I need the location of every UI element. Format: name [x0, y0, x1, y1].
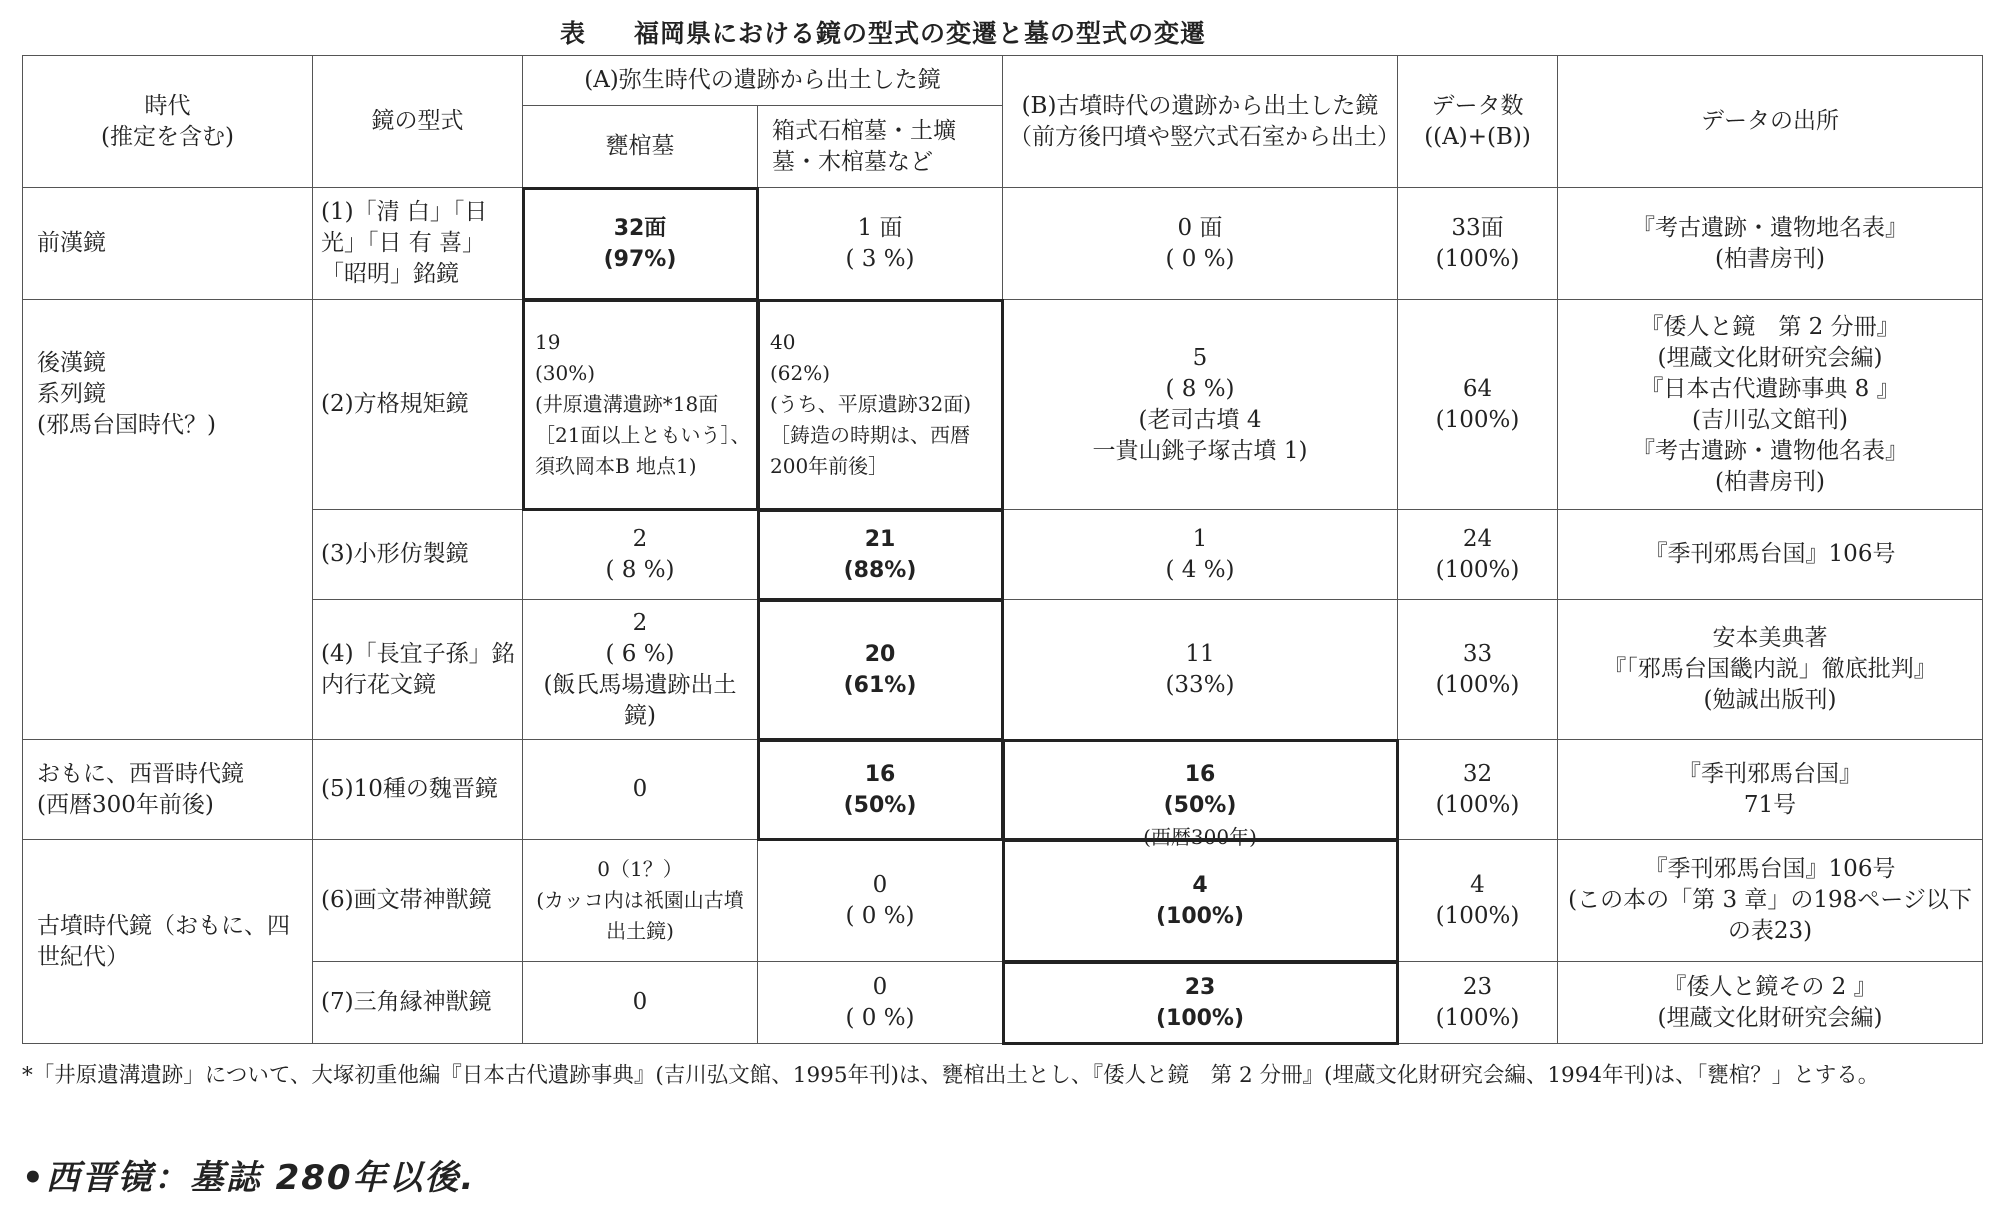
cell-a2: 16 (50%)	[758, 740, 1003, 840]
table-title-text: 福岡県における鏡の型式の変遷と墓の型式の変遷	[634, 19, 1207, 48]
cell-a1: 2 ( 6 %) (飯氏馬場遺跡出土鏡)	[523, 600, 758, 740]
cell-type: (2)方格規矩鏡	[313, 300, 523, 510]
cell-type: (7)三角縁神獣鏡	[313, 962, 523, 1044]
cell-era: おもに、西晋時代鏡 (西暦300年前後)	[23, 740, 313, 840]
cell-count: 33面 (100%)	[1398, 188, 1558, 300]
mirror-table	[22, 55, 1983, 1044]
cell-type: (3)小形仿製鏡	[313, 510, 523, 600]
cell-a1: 0	[523, 962, 758, 1044]
header-era: 時代 (推定を含む)	[23, 56, 313, 188]
header-group-b: (B)古墳時代の遺跡から出土した鏡（前方後円墳や竪穴式石室から出土）	[1003, 56, 1398, 188]
cell-b: 16 (50%)	[1003, 740, 1398, 840]
cell-source: 『考古遺跡・遺物地名表』 (柏書房刊)	[1558, 188, 1983, 300]
cell-count: 32 (100%)	[1398, 740, 1558, 840]
table-title-label: 表	[560, 19, 587, 48]
header-type: 鏡の型式	[313, 56, 523, 188]
cell-type: (4)「長宜子孫」銘内行花文鏡	[313, 600, 523, 740]
cell-a2: 20 (61%)	[758, 600, 1003, 740]
cell-source: 安本美典著 『「邪馬台国畿内説」徹底批判』 (勉誠出版刊)	[1558, 600, 1983, 740]
table-row	[23, 300, 1983, 510]
cell-type: (1)「清 白」「日光」「日 有 喜」「昭明」銘鏡	[313, 188, 523, 300]
cell-a2: 0 ( 0 %)	[758, 840, 1003, 962]
table-row	[23, 962, 1983, 1044]
table-row	[23, 510, 1983, 600]
cell-count: 33 (100%)	[1398, 600, 1558, 740]
cell-a2: 1 面 ( 3 %)	[758, 188, 1003, 300]
table-row	[23, 600, 1983, 740]
cell-count: 23 (100%)	[1398, 962, 1558, 1044]
cell-b: (西暦300年) 4 (100%)	[1003, 840, 1398, 962]
cell-source: 『季刊邪馬台国』106号	[1558, 510, 1983, 600]
cell-source: 『季刊邪馬台国』 71号	[1558, 740, 1983, 840]
cell-a1: 19 (30%) (井原遺溝遺跡*18面［21面以上ともいう］、須玖岡本B 地点1)	[523, 300, 758, 510]
cell-source: 『季刊邪馬台国』106号 (この本の「第 3 章」の198ページ以下の表23)	[1558, 840, 1983, 962]
cell-a1: 0（1？） (カッコ内は祇園山古墳出土鏡)	[523, 840, 758, 962]
cell-era: 後漢鏡 系列鏡 (邪馬台国時代？)	[23, 300, 313, 740]
cell-b: 0 面 ( 0 %)	[1003, 188, 1398, 300]
cell-b: 11 (33%)	[1003, 600, 1398, 740]
footnote: *「井原遺溝遺跡」について、大塚初重他編『日本古代遺跡事典』(吉川弘文館、1995年刊)は、甕棺出土とし、『倭人と鏡 第 2 分冊』(埋蔵文化財研究会編、1994年刊)は、「甕棺？」とする。	[22, 1063, 1880, 1088]
cell-a1: 0	[523, 740, 758, 840]
table-row	[23, 840, 1983, 962]
cell-count: 64 (100%)	[1398, 300, 1558, 510]
cell-count: 4 (100%)	[1398, 840, 1558, 962]
handwritten-note: •西晋镜：墓誌 280年以後.	[22, 1158, 476, 1198]
header-group-a: (A)弥生時代の遺跡から出土した鏡	[523, 56, 1003, 106]
header-count: データ数 ((A)+(B))	[1398, 56, 1558, 188]
table-row	[23, 188, 1983, 300]
header-source: データの出所	[1558, 56, 1983, 188]
cell-a2: 21 (88%)	[758, 510, 1003, 600]
cell-b: 23 (100%)	[1003, 962, 1398, 1044]
cell-a1: 32面 (97%)	[523, 188, 758, 300]
cell-type: (5)10種の魏晋鏡	[313, 740, 523, 840]
cell-era: 古墳時代鏡（おもに、四世紀代）	[23, 840, 313, 1044]
cell-era: 前漢鏡	[23, 188, 313, 300]
cell-b: 5 ( 8 %) (老司古墳 4 一貴山銚子塚古墳 1)	[1003, 300, 1398, 510]
cell-a2: 40 (62%) (うち、平原遺跡32面)［鋳造の時期は、西暦200年前後］	[758, 300, 1003, 510]
cell-b: 1 ( 4 %)	[1003, 510, 1398, 600]
cell-source: 『倭人と鏡 第 2 分冊』 (埋蔵文化財研究会編) 『日本古代遺跡事典 8 』 (吉川弘文館刊) 『考古遺跡・遺物他名表』 (柏書房刊)	[1558, 300, 1983, 510]
header-a2: 箱式石棺墓・土壙墓・木棺墓など	[758, 106, 1003, 188]
cell-count: 24 (100%)	[1398, 510, 1558, 600]
cell-a2: 0 ( 0 %)	[758, 962, 1003, 1044]
cell-source: 『倭人と鏡その 2 』 (埋蔵文化財研究会編)	[1558, 962, 1983, 1044]
header-a1: 甕棺墓	[523, 106, 758, 188]
cell-type: (6)画文帯神獣鏡	[313, 840, 523, 962]
boundary-label: (西暦300年)	[1143, 825, 1257, 849]
table-title	[560, 14, 1206, 50]
cell-a1: 2 ( 8 %)	[523, 510, 758, 600]
